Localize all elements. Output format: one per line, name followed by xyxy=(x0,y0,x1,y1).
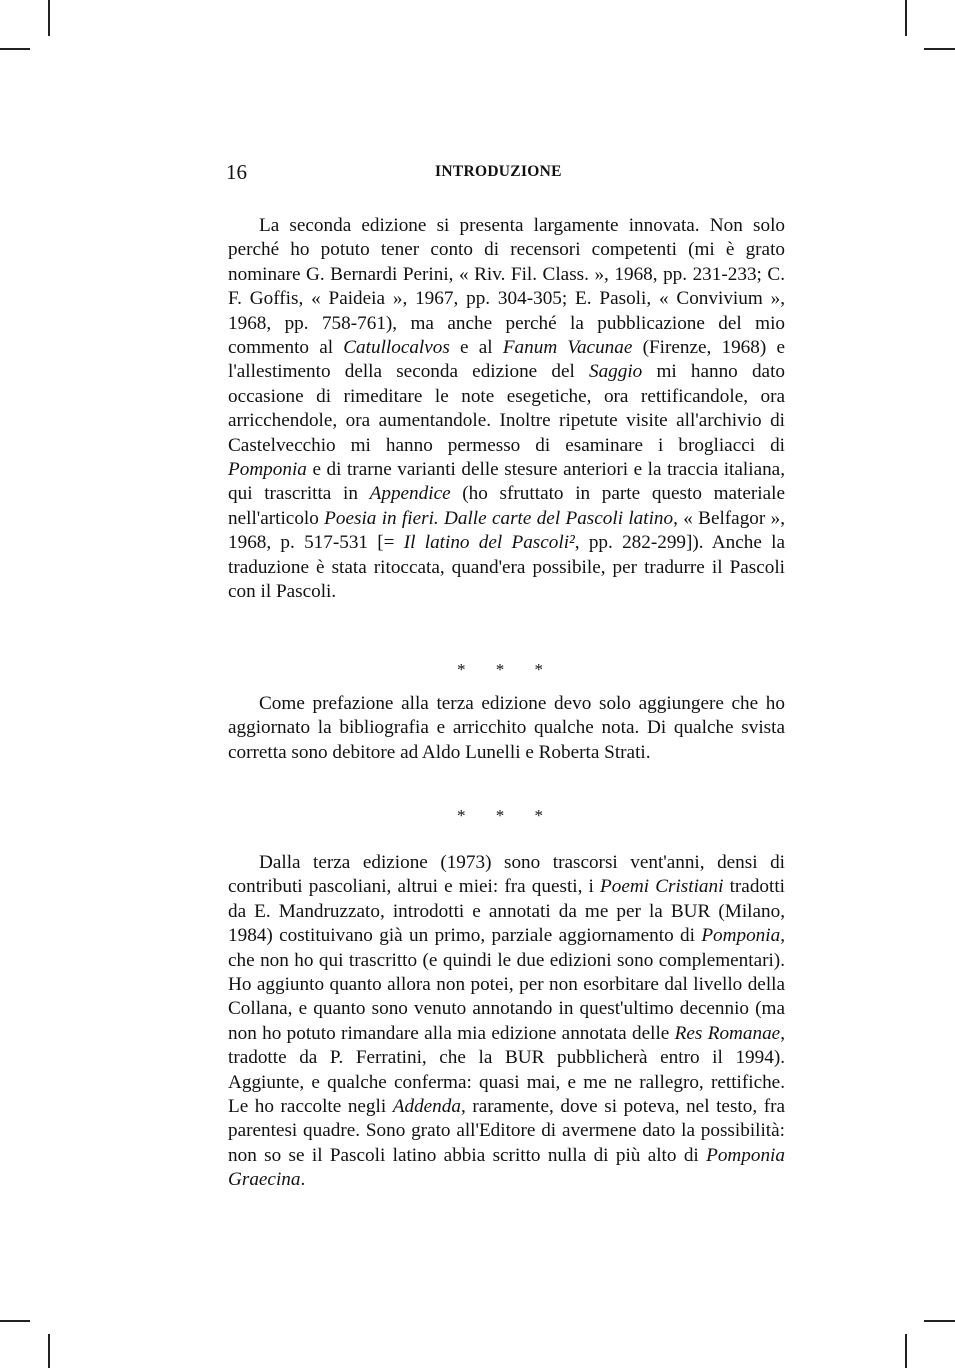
paragraph-third-edition xyxy=(228,692,785,765)
text-run: e di trarne varianti delle stesure anteriori e la traccia italiana, qui trascritta in xyxy=(228,459,785,505)
italic-title: Poesia in fieri. Dalle carte del Pascoli latino xyxy=(324,507,674,529)
page-header xyxy=(226,160,786,190)
italic-title: Pomponia xyxy=(228,459,307,481)
text-run: tradotti da E. Mandruzzato, introdotti e annotati da me per la BUR (Milano, 1984) costituivano già un primo, parziale aggiornamento di xyxy=(228,876,785,947)
italic-title: Pomponia Graecina xyxy=(228,1144,785,1191)
text-run: (Firenze, 1968) e l'allestimento della seconda edizione del xyxy=(228,337,785,383)
section-separator: * * * xyxy=(457,806,556,825)
text-run: e al xyxy=(449,337,503,359)
italic-title: Saggio xyxy=(588,361,643,383)
italic-title: Pomponia xyxy=(701,925,781,947)
section-separator: * * * xyxy=(457,660,556,679)
text-run: , pp. 282-299]). Anche la traduzione è stata ritoccata, quand'era possibile, per tradurre il Pascoli con il Pascoli. xyxy=(228,532,785,603)
crop-mark-top-left-h xyxy=(0,48,30,50)
italic-title: Il latino del Pascoli² xyxy=(403,532,575,554)
running-head: INTRODUZIONE xyxy=(435,163,562,180)
paragraph-fourth-edition xyxy=(228,851,785,1193)
crop-mark-bottom-right xyxy=(905,1334,907,1368)
text-run: , che non ho qui trascritto (e quindi le due edizioni sono complementari). Ho aggiunto quanto allora non potei, per non esorbitare dal livello della Collana, e quanto sono venuto annotando in quest'ultimo decennio (ma non ho potuto rimandare alla mia edizione annotata delle xyxy=(228,925,785,1044)
text-run: , raramente, dove si poteva, nel testo, fra parentesi quadre. Sono grato all'Editore di avermene dato la possibilità: non so se il Pascoli latino abbia scritto nulla di più alto di xyxy=(228,1096,785,1166)
italic-title: Appendice xyxy=(369,483,451,505)
text-run: (ho sfruttato in parte questo materiale nell'articolo xyxy=(228,483,785,529)
text-run: Come prefazione alla terza edizione devo solo aggiungere che ho aggiornato la bibliografia e arricchito qualche nota. Di qualche svista corretta sono debitore ad Aldo Lunelli e Roberta Strati. xyxy=(228,693,785,763)
crop-mark-bottom-left-h xyxy=(0,1320,30,1322)
page-number: 16 xyxy=(226,160,247,184)
crop-mark-top-right-h xyxy=(924,48,955,50)
italic-title: Addenda xyxy=(392,1096,461,1118)
italic-title: Fanum Vacunae xyxy=(502,337,633,359)
crop-mark-bottom-left xyxy=(48,1334,50,1368)
italic-title: Poemi Cristiani xyxy=(600,876,724,898)
paragraph-second-edition xyxy=(228,214,785,605)
italic-title: Res Romanae xyxy=(674,1022,781,1044)
text-run: . xyxy=(300,1169,306,1191)
text-run: Dalla terza edizione (1973) sono trascorsi vent'anni, densi di contributi pascoliani, altrui e miei: fra questi, i xyxy=(228,852,785,898)
text-run: La seconda edizione si presenta largamente innovata. Non solo perché ho potuto tener conto di recensori competenti (mi è grato nominare G. Bernardi Perini, « Riv. Fil. Class. », 1968, pp. 231-233; C. F. Goffis, « Paideia », 1967, pp. 304-305; E. Pasoli, « Convivium », 1968, pp. 758-761), ma anche perché la pubblicazione del mio commento al xyxy=(228,215,785,359)
crop-mark-bottom-right-h xyxy=(924,1320,955,1322)
text-run: , tradotte da P. Ferratini, che la BUR pubblicherà entro il 1994). Aggiunte, e qualche conferma: quasi mai, e me ne rallegro, rettifiche. Le ho raccolte negli xyxy=(228,1022,785,1118)
crop-mark-top-left xyxy=(48,0,50,36)
text-run: mi hanno dato occasione di rimeditare le note esegetiche, ora rettificandole, ora arricchendole, ora aumentandole. Inoltre ripetute visite all'archivio di Castelvecchio mi hanno permesso di esaminare i brogliacci di xyxy=(228,361,785,456)
text-run: , « Belfagor », 1968, p. 517-531 [= xyxy=(228,507,785,554)
crop-mark-top-right xyxy=(905,0,907,36)
italic-title: Catullocalvos xyxy=(343,337,450,359)
